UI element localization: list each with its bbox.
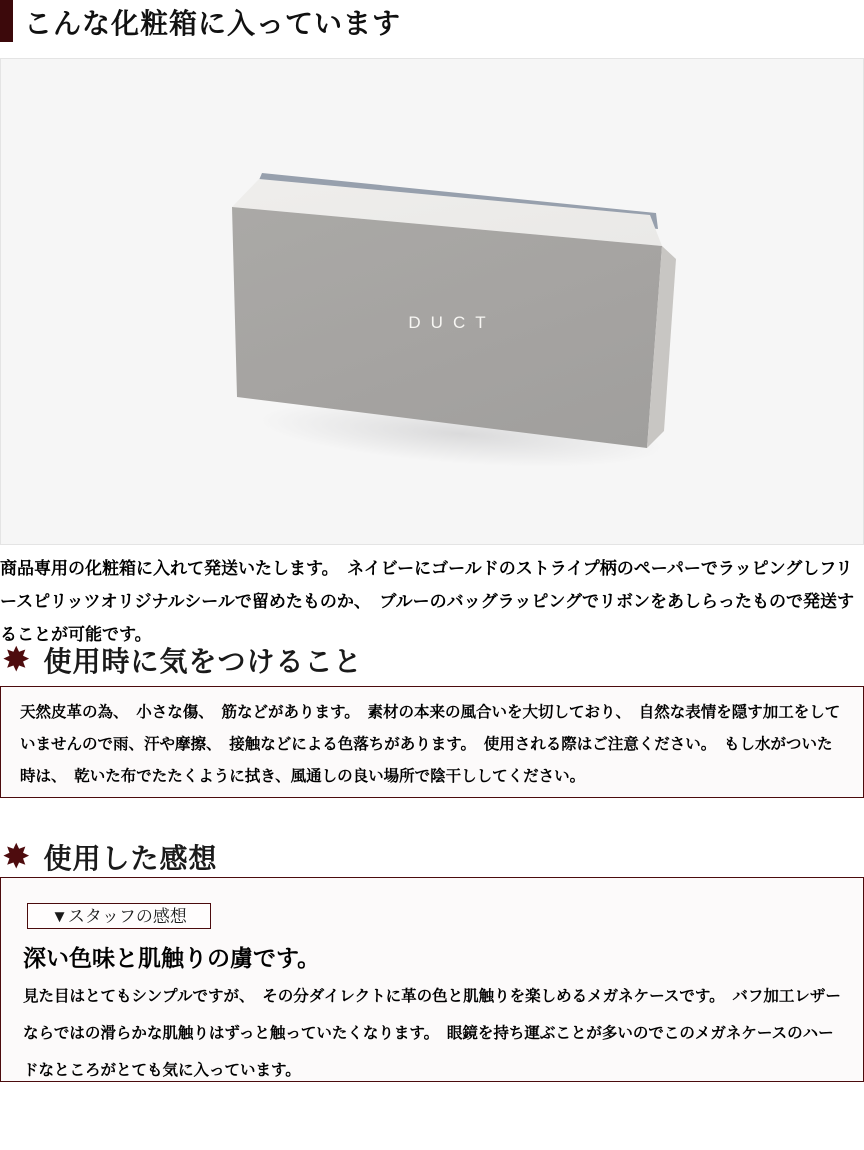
star-icon: ✸ (2, 838, 31, 876)
accent-bar (0, 0, 13, 42)
review-section-title: 使用した感想 (43, 844, 218, 875)
caution-box (0, 686, 864, 798)
review-title: 深い色味と肌触りの虜です。 (23, 945, 321, 971)
product-photo (0, 58, 864, 545)
caution-section-header (2, 641, 363, 679)
review-box (0, 877, 864, 1082)
star-icon: ✸ (2, 641, 31, 679)
box-section-header (0, 0, 864, 46)
gift-box-illustration (226, 169, 681, 474)
box-section-title: こんな化粧箱に入っています (24, 9, 402, 40)
shipping-description: 商品専用の化粧箱に入れて発送いたします。 ネイビーにゴールドのストライプ柄のペーパーでラッピングしフリースピリッツオリジナルシールで留めたものか、 ブルーのバッグラッピングでリボンをあしらったもので発送することが可能です。 (0, 559, 854, 644)
caution-text: 天然皮革の為、 小さな傷、 筋などがあります。 素材の本来の風合いを大切しており、 自然な表情を隠す加工をしていませんので雨、汗や摩擦、 接触などによる色落ちがあります。 使用される際はご注意ください。 もし水がついた時は、 乾いた布でたたくように拭き、風通しの良い場所で陰干ししてください。 (20, 704, 841, 785)
brand-logo: DUCT (408, 313, 496, 332)
caution-section-title: 使用時に気をつけること (43, 647, 363, 678)
review-section-header (2, 838, 218, 876)
staff-comment-label: ▼スタッフの感想 (27, 903, 211, 929)
review-text: 見た目はとてもシンプルですが、 その分ダイレクトに革の色と肌触りを楽しめるメガネケースです。 バフ加工レザーならではの滑らかな肌触りはずっと触っていたくなります。 眼鏡を持ち運ぶことが多いのでこのメガネケースのハードなところがとても気に入っています。 (23, 988, 841, 1079)
